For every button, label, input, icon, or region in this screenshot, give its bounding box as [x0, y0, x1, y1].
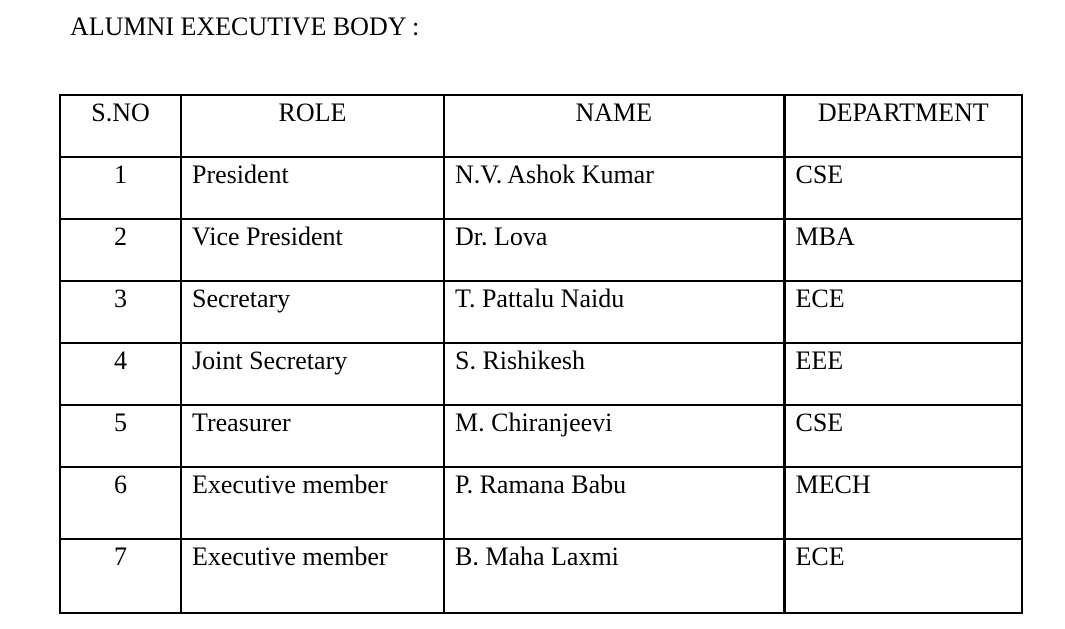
cell-department: MBA [784, 219, 1022, 281]
header-role: ROLE [181, 95, 444, 157]
table-row [60, 157, 1022, 219]
header-department: DEPARTMENT [784, 95, 1022, 157]
cell-sno: 4 [60, 343, 181, 405]
cell-name: Dr. Lova [444, 219, 784, 281]
cell-role: Vice President [181, 219, 444, 281]
cell-sno: 3 [60, 281, 181, 343]
page-title: ALUMNI EXECUTIVE BODY : [70, 12, 420, 41]
cell-department: ECE [784, 281, 1022, 343]
cell-name: M. Chiranjeevi [444, 405, 784, 467]
cell-sno: 7 [60, 539, 181, 613]
cell-name: N.V. Ashok Kumar [444, 157, 784, 219]
table-row [60, 281, 1022, 343]
table-row [60, 219, 1022, 281]
alumni-executive-table [59, 94, 1023, 614]
cell-department: MECH [784, 467, 1022, 539]
table-row [60, 405, 1022, 467]
cell-department: CSE [784, 157, 1022, 219]
header-name: NAME [444, 95, 784, 157]
table-row [60, 343, 1022, 405]
table-header-row [60, 95, 1022, 157]
table-row [60, 467, 1022, 539]
cell-role: Executive member [181, 539, 444, 613]
cell-name: B. Maha Laxmi [444, 539, 784, 613]
cell-role: Executive member [181, 467, 444, 539]
cell-sno: 5 [60, 405, 181, 467]
cell-sno: 6 [60, 467, 181, 539]
cell-sno: 2 [60, 219, 181, 281]
cell-role: Secretary [181, 281, 444, 343]
cell-role: President [181, 157, 444, 219]
cell-name: T. Pattalu Naidu [444, 281, 784, 343]
cell-name: S. Rishikesh [444, 343, 784, 405]
cell-department: CSE [784, 405, 1022, 467]
cell-sno: 1 [60, 157, 181, 219]
cell-role: Treasurer [181, 405, 444, 467]
cell-department: ECE [784, 539, 1022, 613]
cell-name: P. Ramana Babu [444, 467, 784, 539]
table-row [60, 539, 1022, 613]
header-sno: S.NO [60, 95, 181, 157]
cell-role: Joint Secretary [181, 343, 444, 405]
cell-department: EEE [784, 343, 1022, 405]
